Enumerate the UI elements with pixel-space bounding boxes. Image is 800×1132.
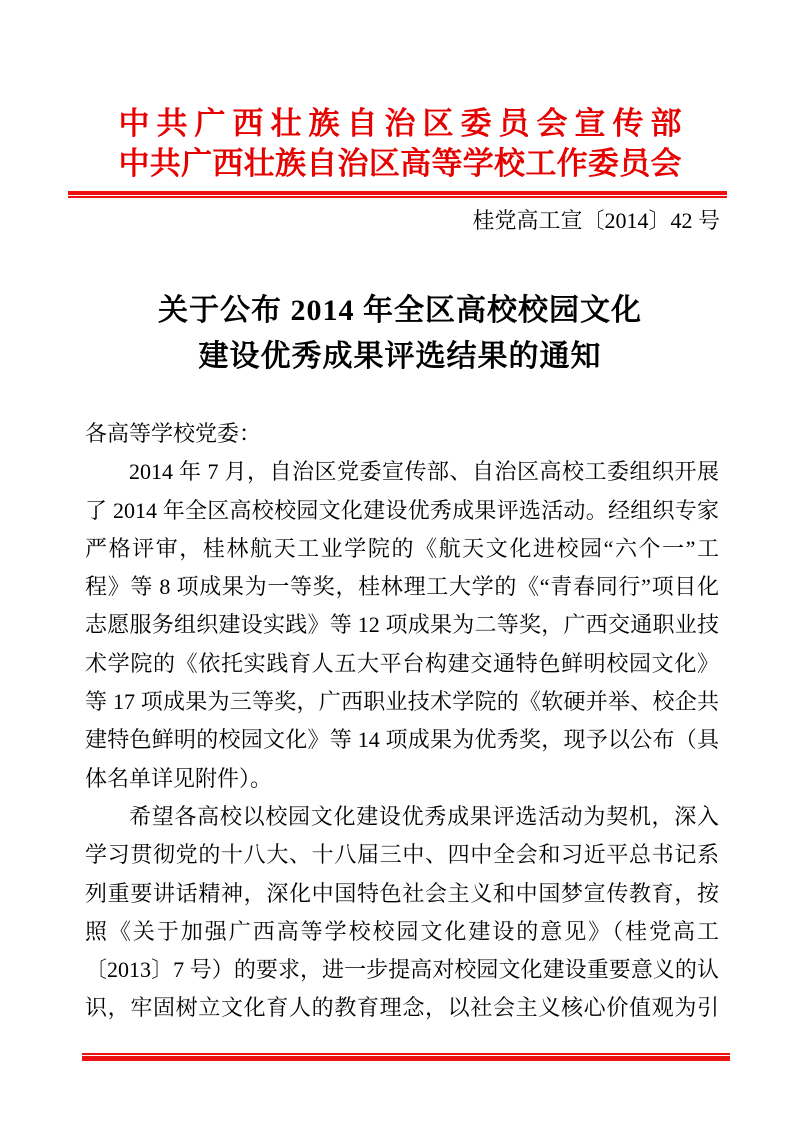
org-header	[0, 104, 800, 184]
body-line: 希望各高校以校园文化建设优秀成果评选活动为契机，深入	[129, 803, 719, 829]
body-line: 志愿服务组织建设实践》等 12 项成果为二等奖，广西交通职业技	[85, 612, 719, 638]
body-line: 体名单详见附件）。	[85, 765, 273, 791]
body-line: 照《关于加强广西高等学校校园文化建设的意见》（桂党高工	[85, 918, 719, 944]
document-title	[0, 288, 800, 380]
body-line: 术学院的《依托实践育人五大平台构建交通特色鲜明校园文化》	[85, 650, 719, 676]
org-name-line-1: 中共广西壮族自治区委员会宣传部	[118, 106, 682, 141]
document-body	[85, 415, 719, 1028]
body-lines	[85, 453, 719, 1027]
salutation: 各高等学校党委：	[85, 421, 262, 446]
red-header-rule	[68, 191, 727, 198]
body-line: 建特色鲜明的校园文化》等 14 项成果为优秀奖，现予以公布（具	[85, 727, 719, 753]
body-line: 程》等 8 项成果为一等奖，桂林理工大学的《“青春同行”项目化	[85, 574, 719, 600]
body-line: 了 2014 年全区高校校园文化建设优秀成果评选活动。经组织专家	[85, 497, 719, 523]
body-line: 等 17 项成果为三等奖，广西职业技术学院的《软硬并举、校企共	[85, 689, 719, 715]
body-line: 列重要讲话精神，深化中国特色社会主义和中国梦宣传教育，按	[85, 880, 719, 906]
body-line: 2014 年 7 月，自治区党委宣传部、自治区高校工委组织开展	[129, 459, 719, 485]
title-line-2: 建设优秀成果评选结果的通知	[198, 340, 602, 373]
body-line: 识，牢固树立文化育人的教育理念，以社会主义核心价值观为引	[85, 995, 719, 1021]
body-line: 严格评审，桂林航天工业学院的《航天文化进校园“六个一”工	[85, 535, 719, 561]
body-line: 〔2013〕7 号）的要求，进一步提高对校园文化建设重要意义的认	[85, 957, 719, 983]
title-line-1: 关于公布 2014 年全区高校校园文化	[158, 294, 642, 327]
red-footer-rule	[82, 1053, 730, 1061]
body-line: 学习贯彻党的十八大、十八届三中、四中全会和习近平总书记系	[85, 842, 719, 868]
doc-number: 桂党高工宣〔2014〕42 号	[472, 208, 720, 233]
org-name-line-2: 中共广西壮族自治区高等学校工作委员会	[118, 146, 682, 181]
